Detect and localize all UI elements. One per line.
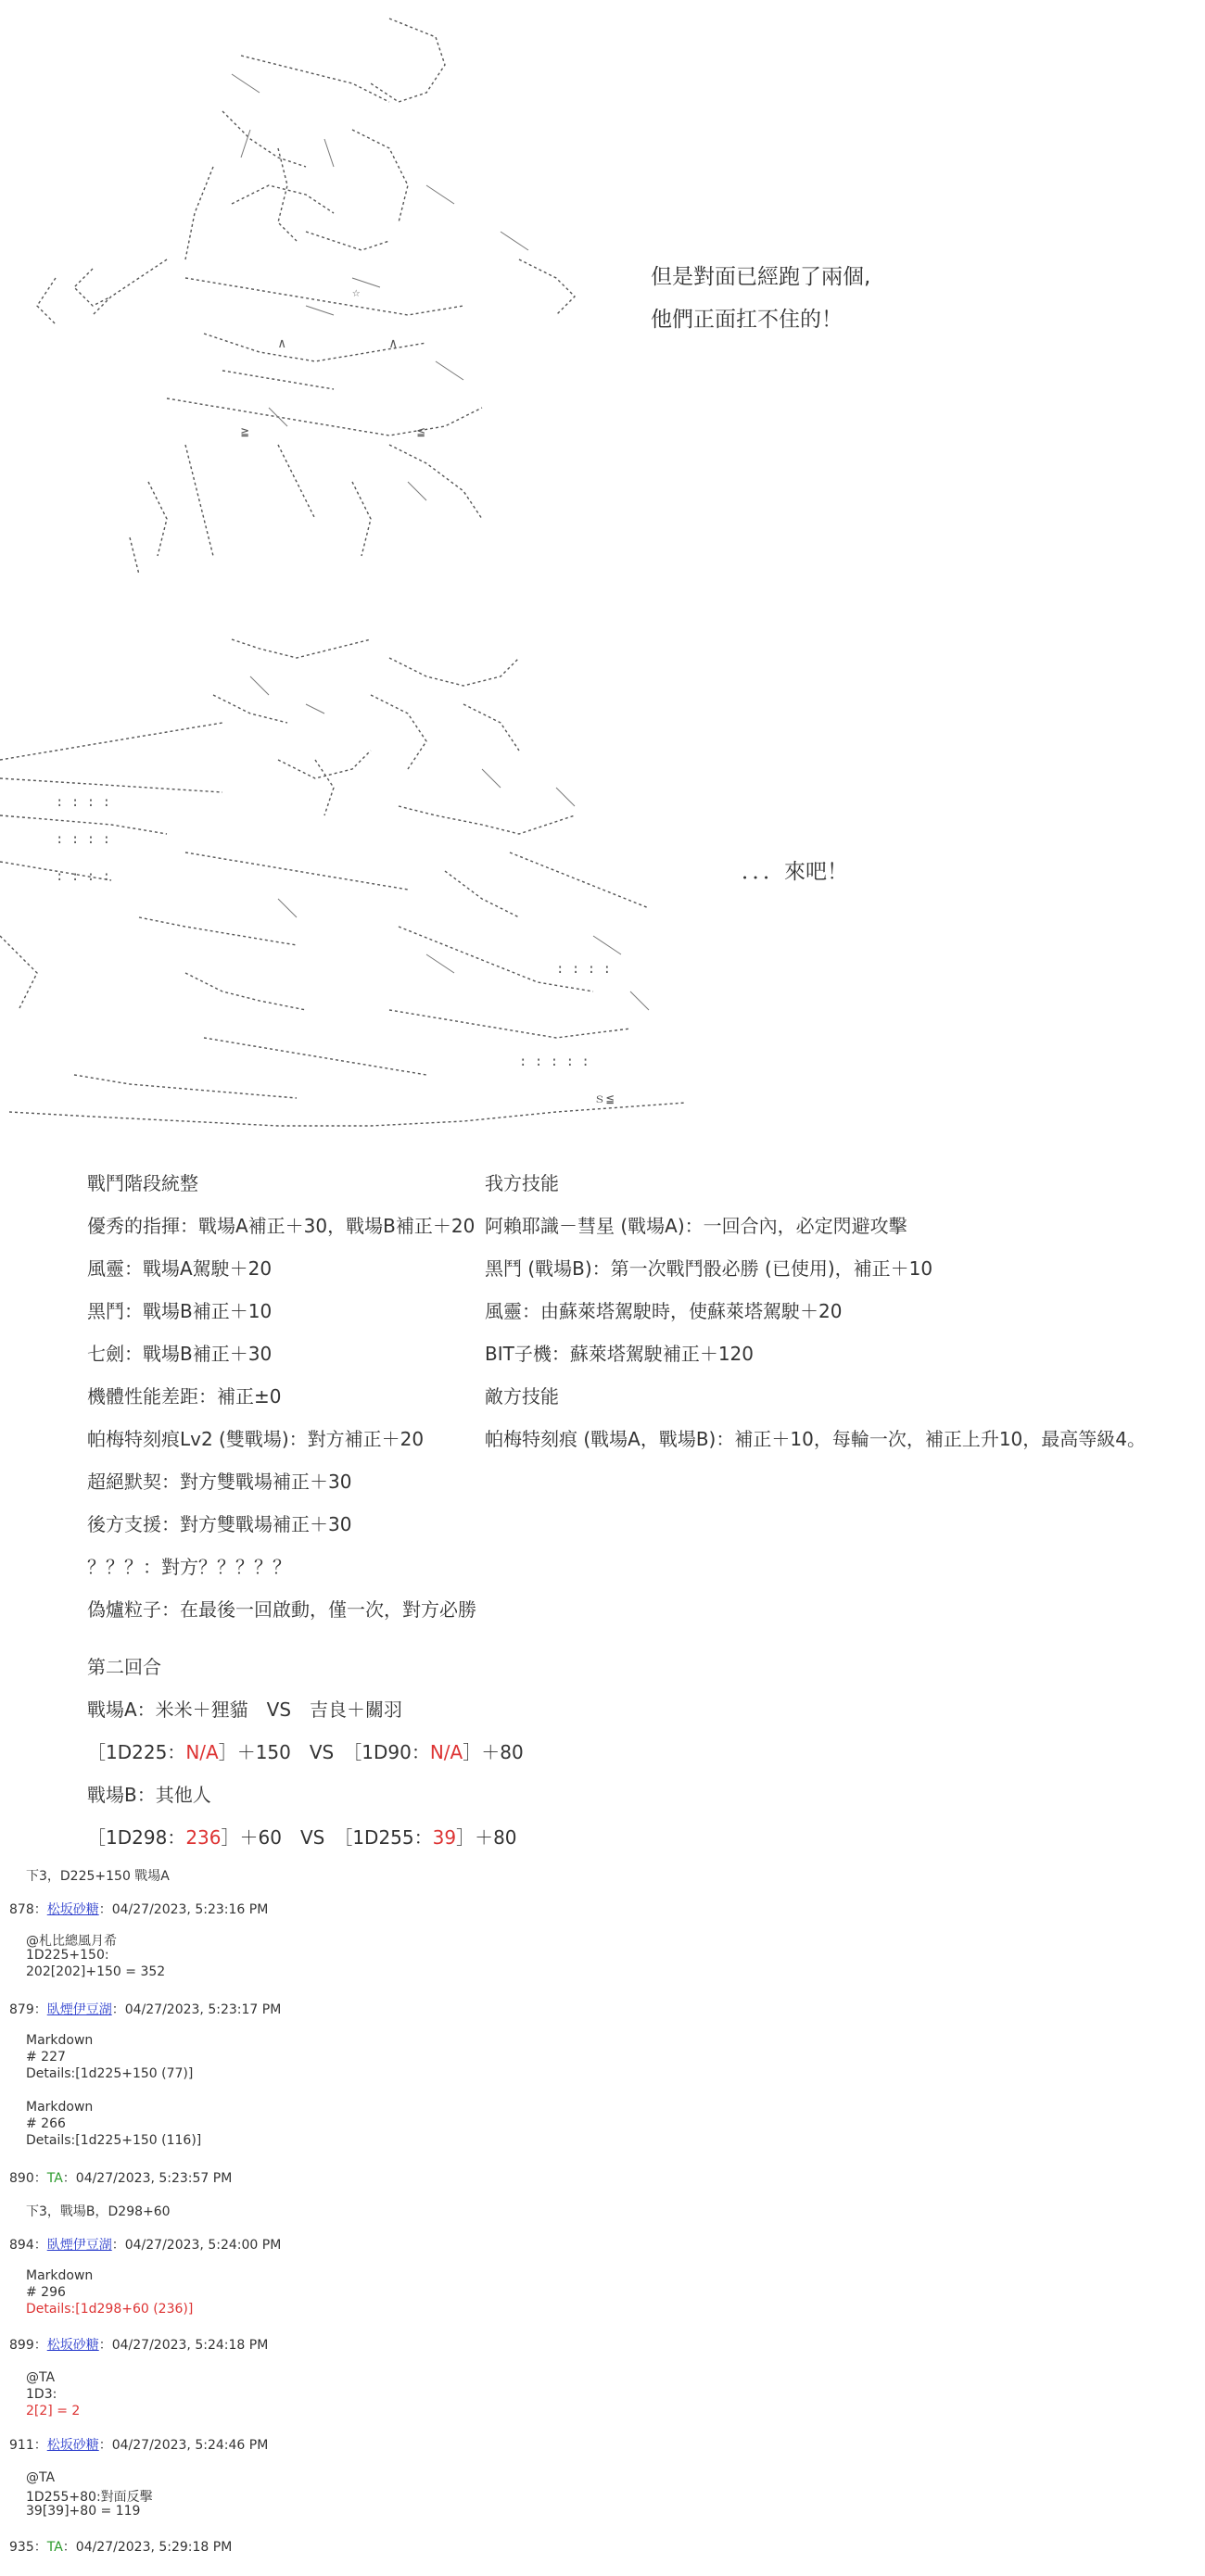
svg-text:: : : :: : : : :: [556, 962, 612, 977]
dialog-line-1: 但是對面已經跑了兩個,: [651, 265, 871, 289]
log-body-879-4: Markdown: [26, 2100, 94, 2115]
dice-b-left-val: 236: [185, 1826, 222, 1849]
dialog-line-2: 他們正面扛不住的！: [651, 308, 843, 332]
log-body-899-2: 1D3:: [26, 2387, 57, 2402]
svg-text:ｓ≦: ｓ≦: [593, 1092, 615, 1106]
svg-text:∧: ∧: [278, 336, 286, 351]
log-entry-878: [9, 1900, 268, 1918]
right-item-3: 風靈：由蘇萊塔駕駛時，使蘇萊塔駕駛＋20: [485, 1300, 843, 1322]
svg-text:: : : : :: : : : : :: [519, 1054, 590, 1069]
svg-text:: : : :: : : : :: [56, 795, 111, 810]
log-body-894-1: Markdown: [26, 2268, 94, 2283]
dice-b-left-post: ］＋60 VS ［1D255：: [221, 1826, 433, 1849]
user-link[interactable]: 松坂砂糖: [46, 2438, 99, 2453]
log-entry-894: [9, 2235, 281, 2254]
svg-text:: : : :: : : : :: [56, 832, 111, 847]
log-body-878-3: 202[202]+150 = 352: [26, 1964, 166, 1979]
left-item-7: 超絕默契：對方雙戰場補正＋30: [87, 1471, 352, 1493]
dice-a-right-post: ］＋80: [463, 1741, 524, 1763]
log-body-879-3: Details:[1d225+150 (77)]: [26, 2066, 194, 2081]
log-body-879-1: Markdown: [26, 2033, 94, 2048]
left-item-1: 優秀的指揮：戰場A補正＋30，戰場B補正＋20: [87, 1215, 476, 1237]
left-header: 戰鬥階段統整: [87, 1172, 198, 1194]
battle-a-dice: [87, 1731, 524, 1774]
ascii-art-mecha: [0, 621, 704, 1140]
dialog-line-come: ．．．來吧！: [742, 860, 848, 884]
entry-time: ：04/27/2023, 5:24:18 PM: [98, 2338, 269, 2353]
entry-num: 894：: [9, 2238, 47, 2253]
battle-a-line: 戰場A：米米＋狸貓 VS 吉良＋關羽: [87, 1698, 403, 1721]
log-body-911-2: 1D255+80:對面反擊: [26, 2490, 153, 2505]
svg-text:☆: ☆: [352, 285, 361, 300]
left-item-3: 黑鬥：戰場B補正＋10: [87, 1300, 273, 1322]
battle-b-line: 戰場B：其他人: [87, 1784, 211, 1806]
right-header: 我方技能: [485, 1172, 559, 1194]
log-body-911-1: @TA: [26, 2470, 56, 2485]
log-entry-899: [9, 2335, 268, 2354]
log-body-878-1: @札比總風月希: [26, 1934, 117, 1949]
log-prompt-2: 下3，戰場B，D298+60: [26, 2204, 171, 2219]
left-item-5: 機體性能差距：補正±0: [87, 1385, 282, 1408]
rules-left-column: [87, 1162, 476, 1631]
left-item-6: 帕梅特刻痕Lv2 (雙戰場)：對方補正＋20: [87, 1428, 425, 1450]
user-ta: TA: [46, 2171, 63, 2186]
ascii-art-girl: [0, 0, 704, 593]
dialog-scene1: [651, 256, 870, 341]
right-item-1: 阿賴耶識－彗星 (戰場A)：一回合內，必定閃避攻擊: [485, 1215, 907, 1237]
right-item-2: 黑鬥 (戰場B)：第一次戰鬥骰必勝 (已使用)，補正＋10: [485, 1257, 933, 1280]
round-title: 第二回合: [87, 1656, 161, 1678]
log-body-878-2: 1D225+150:: [26, 1948, 109, 1963]
entry-num: 935：: [9, 2540, 47, 2555]
entry-time: ：04/27/2023, 5:23:16 PM: [98, 1902, 269, 1917]
svg-text:≧: ≧: [241, 424, 249, 439]
left-item-8: 後方支援：對方雙戰場補正＋30: [87, 1513, 352, 1535]
log-body-879-5: # 266: [26, 2116, 66, 2131]
rules-right-column: [485, 1162, 1146, 1460]
entry-time: ：04/27/2023, 5:24:00 PM: [111, 2238, 282, 2253]
log-body-879-2: # 227: [26, 2050, 66, 2065]
dice-b-right-val: 39: [432, 1826, 457, 1849]
user-ta: TA: [46, 2540, 63, 2555]
dice-log: [0, 1866, 1205, 2570]
log-body-894-3: Details:[1d298+60 (236)]: [26, 2302, 194, 2317]
log-body-899-3: 2[2] = 2: [26, 2404, 81, 2418]
dice-b-left-pre: ［1D298：: [87, 1826, 186, 1849]
entry-time: ：04/27/2023, 5:23:57 PM: [62, 2171, 233, 2186]
dialog-scene2: [742, 851, 848, 893]
right-item-4: BIT子機：蘇萊塔駕駛補正＋120: [485, 1343, 755, 1365]
log-body-879-6: Details:[1d225+150 (116)]: [26, 2133, 202, 2148]
left-item-10: 偽爐粒子：在最後一回啟動，僅一次，對方必勝: [87, 1598, 476, 1621]
user-link[interactable]: 臥煙伊豆湖: [46, 2238, 112, 2253]
dice-a-left-post: ］＋150 VS ［1D90：: [218, 1741, 430, 1763]
round-summary: [87, 1646, 524, 1859]
user-link[interactable]: 臥煙伊豆湖: [46, 2002, 112, 2017]
log-entry-911: [9, 2435, 268, 2454]
svg-text:≦: ≦: [417, 424, 425, 439]
user-link[interactable]: 松坂砂糖: [46, 2338, 99, 2353]
dice-a-left-val: N/A: [185, 1741, 219, 1763]
entry-time: ：04/27/2023, 5:23:17 PM: [111, 2002, 282, 2017]
dice-b-right-post: ］＋80: [456, 1826, 517, 1849]
log-entry-935: [9, 2537, 232, 2556]
user-link[interactable]: 松坂砂糖: [46, 1902, 99, 1917]
entry-num: 911：: [9, 2438, 47, 2453]
entry-num: 878：: [9, 1902, 47, 1917]
svg-text:∧: ∧: [389, 336, 398, 351]
dice-a-left-pre: ［1D225：: [87, 1741, 186, 1763]
entry-time: ：04/27/2023, 5:24:46 PM: [98, 2438, 269, 2453]
entry-num: 899：: [9, 2338, 47, 2353]
log-entry-879: [9, 2000, 281, 2018]
entry-num: 890：: [9, 2171, 47, 2186]
enemy-header: 敵方技能: [485, 1385, 559, 1408]
left-item-2: 風靈：戰場A駕駛＋20: [87, 1257, 273, 1280]
log-body-911-3: 39[39]+80 = 119: [26, 2504, 141, 2519]
entry-time: ：04/27/2023, 5:29:18 PM: [62, 2540, 233, 2555]
log-prompt-1: 下3，D225+150 戰場A: [26, 1869, 170, 1884]
left-item-4: 七劍：戰場B補正＋30: [87, 1343, 273, 1365]
left-item-9: ？？？：對方？？？？？: [87, 1556, 291, 1578]
svg-text:: : : :: : : : :: [56, 869, 111, 884]
log-entry-890: [9, 2168, 232, 2187]
battle-b-dice: [87, 1816, 524, 1859]
log-body-894-2: # 296: [26, 2285, 66, 2300]
dice-a-right-val: N/A: [429, 1741, 463, 1763]
enemy-item-1: 帕梅特刻痕 (戰場A，戰場B)：補正＋10，每輪一次，補正上升10，最高等級4。: [485, 1428, 1146, 1450]
log-body-899-1: @TA: [26, 2370, 56, 2385]
entry-num: 879：: [9, 2002, 47, 2017]
